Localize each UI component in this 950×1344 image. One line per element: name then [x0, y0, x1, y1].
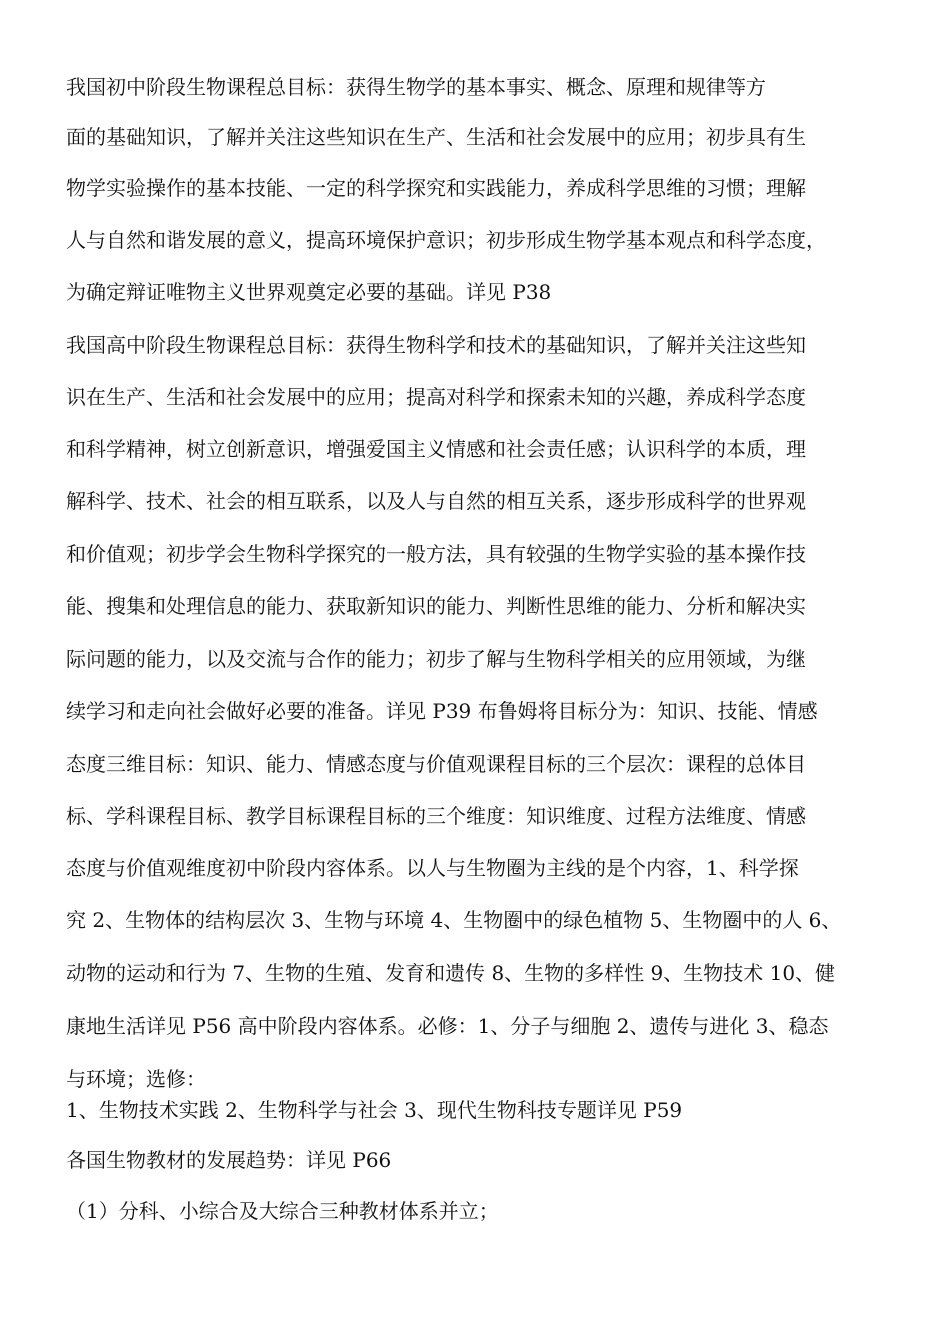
- text-line-1: 我国初中阶段生物课程总目标：获得生物学的基本事实、概念、原理和规律等方: [66, 75, 766, 99]
- text-line-22: 各国生物教材的发展趋势：详见 P66: [66, 1148, 392, 1172]
- text-line-6: 我国高中阶段生物课程总目标：获得生物科学和技术的基础知识，了解并关注这些知: [66, 333, 806, 357]
- text-line-20: 与环境；选修：: [66, 1067, 206, 1091]
- text-line-15: 标、学科课程目标、教学目标课程目标的三个维度：知识维度、过程方法维度、情感: [66, 804, 806, 828]
- text-line-2: 面的基础知识，了解并关注这些知识在生产、生活和社会发展中的应用；初步具有生: [66, 125, 806, 149]
- text-line-18: 动物的运动和行为 7、生物的生殖、发育和遗传 8、生物的多样性 9、生物技术 10、健: [66, 961, 836, 985]
- text-line-12: 际问题的能力，以及交流与合作的能力；初步了解与生物科学相关的应用领域，为继: [66, 647, 806, 671]
- text-line-16: 态度与价值观维度初中阶段内容体系。以人与生物圈为主线的是个内容，1、科学探: [66, 856, 799, 880]
- text-line-19: 康地生活详见 P56 高中阶段内容体系。必修：1、分子与细胞 2、遗传与进化 3、稳态: [66, 1014, 829, 1038]
- text-line-21: 1、生物技术实践 2、生物科学与社会 3、现代生物科技专题详见 P59: [66, 1098, 683, 1122]
- text-line-13: 续学习和走向社会做好必要的准备。详见 P39 布鲁姆将目标分为：知识、技能、情感: [66, 699, 818, 723]
- text-line-8: 和科学精神，树立创新意识，增强爱国主义情感和社会责任感；认识科学的本质，理: [66, 437, 806, 461]
- text-line-9: 解科学、技术、社会的相互联系，以及人与自然的相互关系，逐步形成科学的世界观: [66, 489, 806, 513]
- text-line-11: 能、搜集和处理信息的能力、获取新知识的能力、判断性思维的能力、分析和解决实: [66, 594, 806, 618]
- text-line-5: 为确定辩证唯物主义世界观奠定必要的基础。详见 P38: [66, 280, 552, 304]
- text-line-17: 究 2、生物体的结构层次 3、生物与环境 4、生物圈中的绿色植物 5、生物圈中的人 6、: [66, 908, 842, 932]
- text-line-14: 态度三维目标：知识、能力、情感态度与价值观课程目标的三个层次：课程的总体目: [66, 752, 806, 776]
- text-line-23: （1）分科、小综合及大综合三种教材体系并立；: [66, 1199, 499, 1223]
- text-line-3: 物学实验操作的基本技能、一定的科学探究和实践能力，养成科学思维的习惯；理解: [66, 176, 806, 200]
- text-line-7: 识在生产、生活和社会发展中的应用；提高对科学和探索未知的兴趣，养成科学态度: [66, 385, 806, 409]
- text-line-10: 和价值观；初步学会生物科学探究的一般方法，具有较强的生物学实验的基本操作技: [66, 542, 806, 566]
- text-line-4: 人与自然和谐发展的意义，提高环境保护意识；初步形成生物学基本观点和科学态度，: [66, 228, 826, 252]
